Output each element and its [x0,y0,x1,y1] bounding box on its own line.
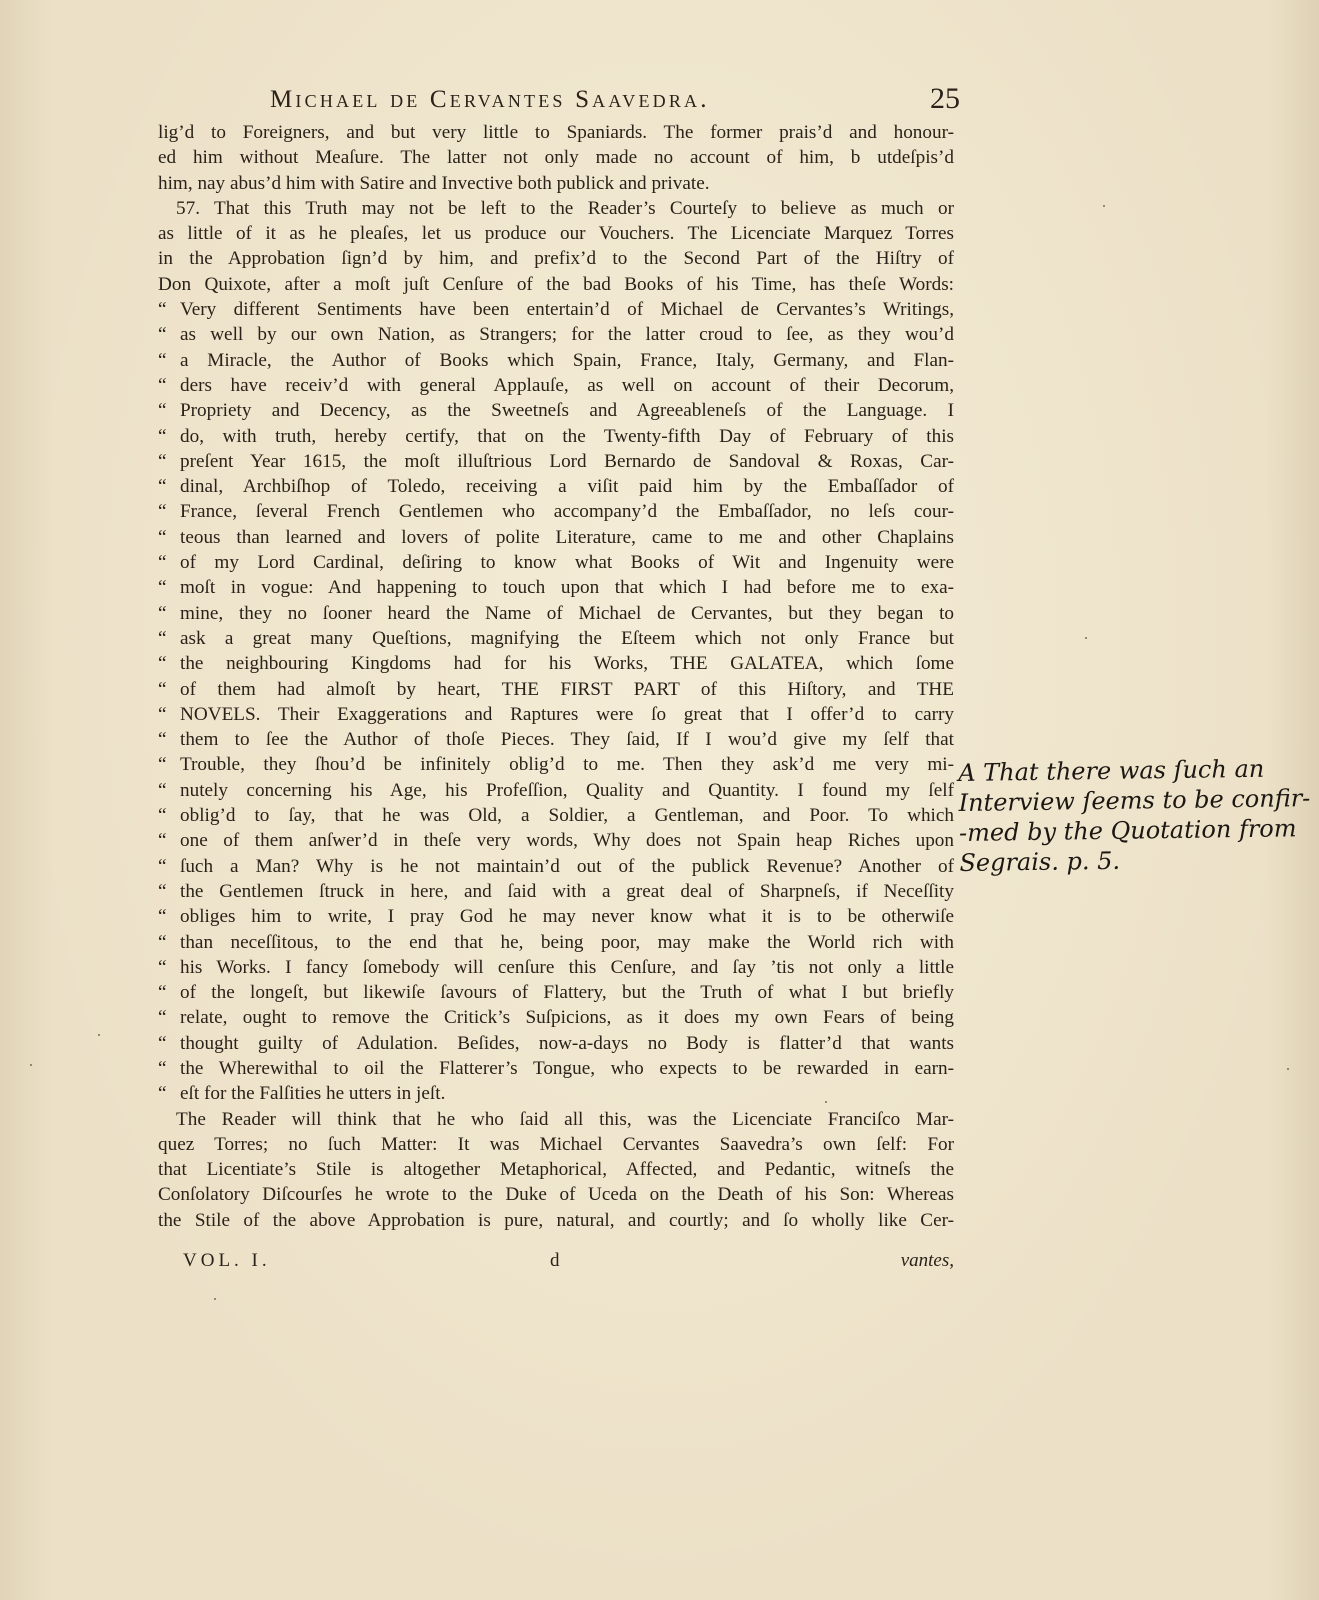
body-text [158,120,954,1233]
text-line [158,955,954,980]
text-line [158,120,954,145]
running-title: Michael de Cervantes Saavedra. [270,86,710,113]
text-line [158,752,954,777]
paper-speck [1103,205,1105,207]
signature-mark: d [550,1250,560,1271]
note-line: -med by the Quotation from [958,814,1297,847]
line-text: Trouble, they ſhou’d be infinitely oblig’d to me. Then they ask’d me very mi- [180,754,954,776]
line-text: than neceſſitous, to the end that he, being poor, may make the World rich with [180,931,954,953]
text-line [158,474,954,499]
line-text: preſent Year 1615, the moſt illuſtrious Lord Bernardo de Sandoval & Roxas, Car- [180,450,954,472]
text-line [158,879,954,904]
line-text: them to ſee the Author of thoſe Pieces. They ſaid, If I wou’d give my ſelf that [180,729,954,751]
text-line [158,626,954,651]
quote-mark: “ [158,931,167,953]
handwritten-marginal-note [958,753,1311,878]
line-text: ſuch a Man? Why is he not maintain’d out of the publick Revenue? Another of [180,855,954,877]
quote-mark: “ [158,805,167,827]
text-line [158,1157,954,1182]
quote-mark: “ [158,880,167,902]
line-text: a Miracle, the Author of Books which Spain, France, Italy, Germany, and Flan- [180,349,954,371]
text-line [158,702,954,727]
line-text: 57. That this Truth may not be left to the Reader’s Courteſy to believe as much or [176,197,954,219]
line-text: NOVELS. Their Exaggerations and Raptures were ſo great that I offer’d to carry [180,703,954,725]
quote-mark: “ [158,1083,167,1105]
quote-mark: “ [158,1007,167,1029]
line-text: as well by our own Nation, as Strangers; for the latter croud to ſee, as they wou’d [180,324,954,346]
line-text: eſt for the Falſities he utters in jeſt. [180,1083,446,1105]
text-line [158,930,954,955]
text-line [158,778,954,803]
text-line [158,145,954,170]
quote-mark: “ [158,779,167,801]
text-line [158,1056,954,1081]
text-line [158,272,954,297]
text-line [158,1182,954,1207]
quote-mark: “ [158,476,167,498]
line-text: dinal, Archbiſhop of Toledo, receiving a viſit paid him by the Embaſſador of [180,476,954,498]
quote-mark: “ [158,956,167,978]
quote-mark: “ [158,374,167,396]
text-line [158,828,954,853]
quote-mark: “ [158,526,167,548]
line-text: that Licentiate’s Stile is altogether Metaphorical, Affected, and Pedantic, witneſs the [158,1159,954,1181]
line-text: Don Quixote, after a moſt juſt Cenſure of the bad Books of his Time, has theſe Words: [158,273,954,295]
line-text: the Wherewithal to oil the Flatterer’s Tongue, who expects to be rewarded in earn- [180,1057,954,1079]
text-line [158,550,954,575]
quote-mark: “ [158,501,167,523]
text-line [158,601,954,626]
text-line [158,1132,954,1157]
text-line [158,499,954,524]
line-text: ed him without Meaſure. The latter not only made no account of him, b utdeſpis’d [158,147,954,169]
text-line [158,980,954,1005]
line-text: relate, ought to remove the Critick’s Suſpicions, as it does my own Fears of being [180,1007,954,1029]
text-line [158,1031,954,1056]
quote-mark: “ [158,729,167,751]
line-text: thought guilty of Adulation. Beſides, now-a-days no Body is flatter’d that wants [180,1032,954,1054]
quote-mark: “ [158,1057,167,1079]
text-line [158,854,954,879]
line-text: Propriety and Decency, as the Sweetneſs and Agreeableneſs of the Language. I [180,400,954,422]
quote-mark: “ [158,1032,167,1054]
line-text: the Gentlemen ſtruck in here, and ſaid with a great deal of Sharpneſs, if Neceſſity [180,880,954,902]
line-text: of the longeſt, but likewiſe ſavours of Flattery, but the Truth of what I but briefly [180,982,954,1004]
quote-mark: “ [158,299,167,321]
text-line [158,651,954,676]
quote-mark: “ [158,450,167,472]
text-line [158,575,954,600]
line-text: France, ſeveral French Gentlemen who accompany’d the Embaſſador, no leſs cour- [180,501,954,523]
paper-speck [98,1034,100,1036]
line-text: the neighbouring Kingdoms had for his Works, THE GALATEA, which ſome [180,653,954,675]
line-text: Conſolatory Diſcourſes he wrote to the Duke of Uceda on the Death of his Son: Whereas [158,1184,954,1206]
note-line: Segrais. p. 5. [959,846,1121,877]
text-line [158,171,954,196]
line-text: teous than learned and lovers of polite Literature, came to me and other Chaplains [180,526,954,548]
text-line [158,1005,954,1030]
quote-mark: “ [158,552,167,574]
line-text: of my Lord Cardinal, deſiring to know what Books of Wit and Ingenuity were [180,552,954,574]
line-text: moſt in vogue: And happening to touch upon that which I had before me to exa- [180,577,954,599]
quote-mark: “ [158,425,167,447]
text-line [158,196,954,221]
text-line [158,246,954,271]
quote-mark: “ [158,678,167,700]
running-head [270,84,960,124]
text-line [158,398,954,423]
quote-mark: “ [158,627,167,649]
line-text: nutely concerning his Age, his Profeſſion, Quality and Quantity. I found my ſelf [180,779,954,801]
line-text: ask a great many Queſtions, magnifying the Eſteem which not only France but [180,627,954,649]
paper-speck [825,1101,827,1103]
paper-speck [214,1298,216,1300]
line-text: ders have receiv’d with general Applauſe, as well on account of their Decorum, [180,374,954,396]
text-line [158,1208,954,1233]
line-text: in the Approbation ſign’d by him, and prefix’d to the Second Part of the Hiſtry of [158,248,954,270]
line-text: do, with truth, hereby certify, that on the Twenty-fifth Day of February of this [180,425,954,447]
text-line [158,297,954,322]
text-line [158,525,954,550]
text-line [158,348,954,373]
quote-mark: “ [158,855,167,877]
text-line [158,727,954,752]
page-footer [183,1250,954,1276]
quote-mark: “ [158,400,167,422]
quote-mark: “ [158,349,167,371]
text-line [158,1107,954,1132]
line-text: him, nay abus’d him with Satire and Invective both publick and private. [158,172,710,194]
paper-speck [1287,1068,1289,1070]
text-line [158,373,954,398]
text-line [158,803,954,828]
quote-mark: “ [158,602,167,624]
note-line: A That there was ſuch an [958,754,1265,787]
text-line [158,322,954,347]
quote-mark: “ [158,982,167,1004]
line-text: the Stile of the above Approbation is pure, natural, and courtly; and ſo wholly like Cer- [158,1209,954,1231]
note-line: Interview ſeems to be confir- [958,784,1311,817]
line-text: of them had almoſt by heart, THE FIRST PART of this Hiſtory, and THE [180,678,954,700]
line-text: Very different Sentiments have been entertain’d of Michael de Cervantes’s Writings, [180,299,954,321]
line-text: quez Torres; no ſuch Matter: It was Michael Cervantes Saavedra’s own ſelf: For [158,1133,954,1155]
text-line [158,424,954,449]
line-text: as little of it as he pleaſes, let us produce our Vouchers. The Licenciate Marquez Torres [158,223,954,245]
quote-mark: “ [158,754,167,776]
volume-label: VOL. I. [183,1250,271,1271]
text-line [158,449,954,474]
quote-mark: “ [158,703,167,725]
line-text: lig’d to Foreigners, and but very little to Spaniards. The former prais’d and honour- [158,122,954,143]
line-text: his Works. I fancy ſomebody will cenſure this Cenſure, and ſay ’tis not only a little [180,956,954,978]
quote-mark: “ [158,324,167,346]
quote-mark: “ [158,830,167,852]
line-text: mine, they no ſooner heard the Name of Michael de Cervantes, but they began to [180,602,954,624]
text-line [158,677,954,702]
text-line [158,904,954,929]
line-text: one of them anſwer’d in theſe very words, Why does not Spain heap Riches upon [180,830,954,852]
paper-speck [1085,637,1087,639]
text-line [158,1081,954,1106]
quote-mark: “ [158,906,167,928]
text-line [158,221,954,246]
page-number: 25 [930,82,960,115]
quote-mark: “ [158,577,167,599]
catchword: vantes, [900,1250,954,1271]
line-text: obliges him to write, I pray God he may never know what it is to be otherwiſe [180,906,954,928]
quote-mark: “ [158,653,167,675]
line-text: oblig’d to ſay, that he was Old, a Soldier, a Gentleman, and Poor. To which [180,805,954,827]
paper-speck [30,1064,32,1066]
line-text: The Reader will think that he who ſaid all this, was the Licenciate Franciſco Mar- [176,1108,954,1130]
